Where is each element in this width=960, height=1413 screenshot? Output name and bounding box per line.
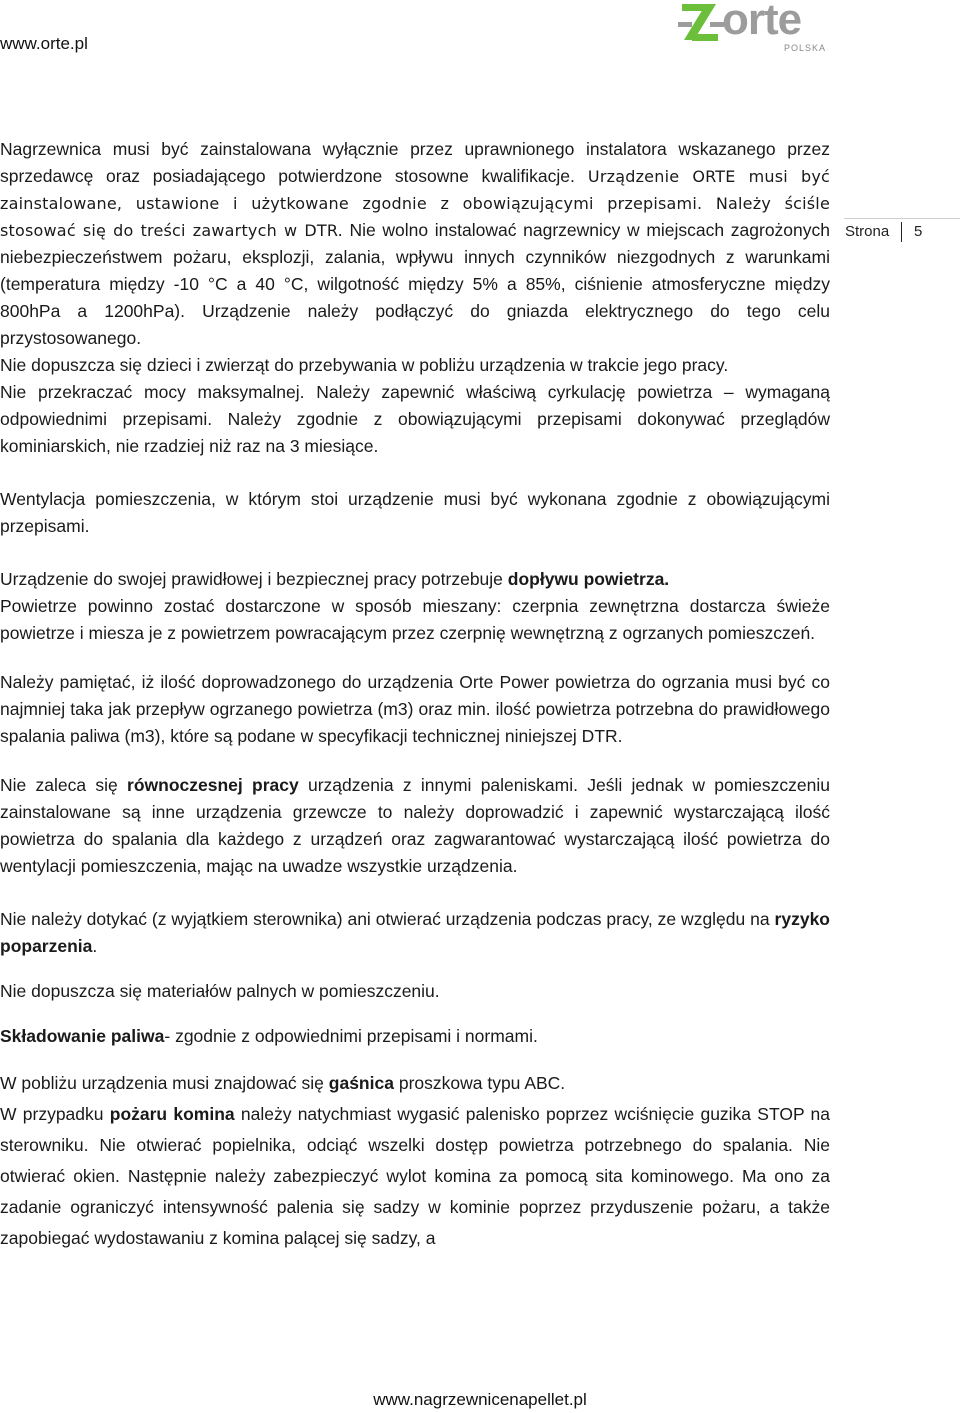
bold-simultaneous: równoczesnej pracy xyxy=(127,775,299,795)
text-chimney-2: należy natychmiast wygasić palenisko poprzez wciśnięcie guzika STOP na sterowniku. Nie otwierać popielnika, odciąć wszelki dostęp powietrza potrzebnego do spalania. Nie otwierać okien. Następnie należy zabezpieczyć wylot komina za pomocą sita kominowego. Ma ono za zadanie ograniczyć intensywność palenia się sadzy w kominie poprzez przyduszenie pożaru, a także zapobiegać wydostawaniu z komina palącej się sadzy, a xyxy=(0,1104,831,1248)
paragraph-children: Nie dopuszcza się dzieci i zwierząt do przebywania w pobliżu urządzenia w trakcie jego pracy. xyxy=(0,355,729,375)
paragraph-flammables: Nie dopuszcza się materiałów palnych w pomieszczeniu. xyxy=(0,981,440,1001)
orte-logo-text: orte xyxy=(722,0,802,44)
text-installer: Nagrzewnica musi być zainstalowana wyłącznie przez uprawnionego instalatora wskazanego przez sprzedawcę oraz posiadającego potwierdzone stosowne kwalifikacje. xyxy=(0,139,830,186)
text-extinguisher-1: W pobliżu urządzenia musi znajdować się xyxy=(0,1073,329,1093)
paragraph-extinguisher xyxy=(0,1068,830,1099)
page-number: 5 xyxy=(914,223,923,240)
text-burn-2: . xyxy=(92,936,98,956)
bold-fuel-storage: Składowanie paliwa xyxy=(0,1026,165,1046)
paragraph-air-supply xyxy=(0,566,830,593)
text-fuel-storage: - zgodnie z odpowiednimi przepisami i normami. xyxy=(164,1026,538,1046)
page-number-divider xyxy=(901,222,902,242)
paragraph-air-amount: Należy pamiętać, iż ilość doprowadzonego do urządzenia Orte Power powietrza do ogrzania musi być co najmniej taka jak przepływ ogrzanego powietrza (m3) oraz min. ilość powietrza potrzebna do prawidłowego spalania paliwa (m3), które są podane w specyfikacji technicznej niniejszej DTR. xyxy=(0,672,830,746)
page-label: Strona xyxy=(845,223,890,240)
bold-extinguisher: gaśnica xyxy=(328,1073,394,1093)
bold-chimney-fire: pożaru komina xyxy=(109,1104,235,1124)
paragraph-simultaneous xyxy=(0,772,830,880)
text-extinguisher-2: proszkowa typu ABC. xyxy=(393,1073,566,1093)
bold-air-supply: dopływu powietrza. xyxy=(507,569,670,589)
paragraph-chimney-fire xyxy=(0,1099,830,1254)
text-orte-install: Urządzenie ORTE musi być zainstalowane, ustawione i użytkowane zgodnie z obowiązującymi przepisami. Należy ściśle stosować się do treści zawartych w DTR. xyxy=(0,167,830,240)
document-body xyxy=(0,136,830,1254)
text-chimney-1: W przypadku xyxy=(0,1104,110,1124)
text-burn-1: Nie należy dotykać (z wyjątkiem sterownika) ani otwierać urządzenia podczas pracy, ze względu na xyxy=(0,909,775,929)
bold-burn-risk: ryzyko poparzenia xyxy=(0,909,830,956)
text-simultaneous-2: urządzenia z innymi paleniskami. Jeśli jednak w pomieszczeniu zainstalowane są inne urządzenia grzewcze to należy doprowadzić i zapewnić wystarczającą ilość powietrza do spalania dla każdego z urządzeń oraz zagwarantować wystarczającą ilość powietrza do wentylacji pomieszczenia, mając na uwadze wszystkie urządzenia. xyxy=(0,775,830,876)
paragraph-air-mixed: Powietrze powinno zostać dostarczone w sposób mieszany: czerpnia zewnętrzna dostarcza świeże powietrze i miesza je z powietrzem powracającym przez czerpnię wewnętrzną z ogrzanych pomieszczeń. xyxy=(0,596,830,643)
orte-logo-subtitle: POLSKA xyxy=(784,43,827,53)
orte-logo xyxy=(676,0,836,56)
text-air-supply: Urządzenie do swojej prawidłowej i bezpiecznej pracy potrzebuje xyxy=(0,569,508,589)
paragraph-max-power: Nie przekraczać mocy maksymalnej. Należy zapewnić właściwą cyrkulację powietrza – wymaganą odpowiednimi przepisami. Należy zgodnie z obowiązującymi przepisami dokonywać przeglądów kominiarskich, nie rzadziej niż raz na 3 miesiące. xyxy=(0,382,830,456)
text-simultaneous-1: Nie zaleca się xyxy=(0,775,128,795)
header-site-url[interactable]: www.orte.pl xyxy=(0,34,88,53)
paragraph-fuel-storage xyxy=(0,1023,830,1050)
paragraph-ventilation: Wentylacja pomieszczenia, w którym stoi urządzenie musi być wykonana zgodnie z obowiązującymi przepisami. xyxy=(0,489,830,536)
paragraph-installation xyxy=(0,136,830,352)
page-number-box xyxy=(844,218,960,245)
footer-url[interactable]: www.nagrzewnicenapellet.pl xyxy=(373,1390,587,1409)
text-conditions: Nie wolno instalować nagrzewnicy w miejscach zagrożonych niebezpieczeństwem pożaru, eksplozji, zalania, wpływu innych czynników niezgodnych z warunkami (temperatura między -10 °C a 40 °C, wilgotność między 5% a 85%, ciśnienie atmosferyczne między 800hPa a 1200hPa). Urządzenie należy podłączyć do gniazda elektrycznego do tego celu przystosowanego. xyxy=(0,220,830,348)
paragraph-burn-risk xyxy=(0,906,830,960)
